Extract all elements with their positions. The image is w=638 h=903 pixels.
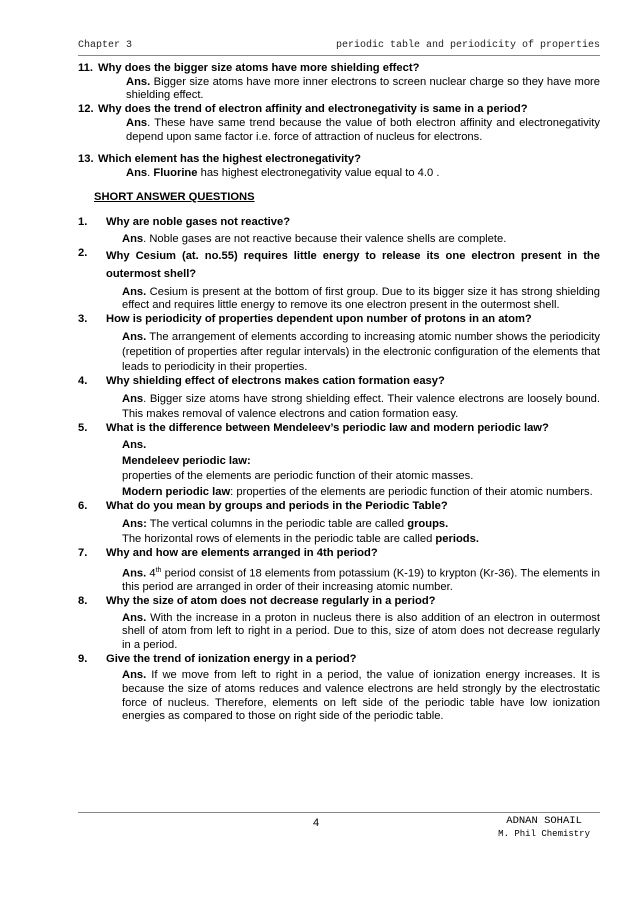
question-number: 13. bbox=[78, 153, 94, 166]
question-number: 7. bbox=[78, 546, 88, 559]
short-question-2 bbox=[78, 247, 600, 313]
question-number: 9. bbox=[78, 652, 88, 665]
header-chapter: Chapter 3 bbox=[78, 40, 133, 51]
answer-text: Ans. Fluorine has highest electronegativity value equal to 4.0 . bbox=[126, 166, 440, 179]
answer-text: Ans. Cesium is present at the bottom of first group. Due to its bigger size it has strong shielding effect and requires little energy to remove its one electron present in the outermost shell. bbox=[122, 285, 600, 312]
question-text: Why shielding effect of electrons makes cation formation easy? bbox=[106, 374, 445, 387]
author-title: M. Phil Chemistry bbox=[498, 829, 590, 839]
question-11 bbox=[78, 62, 600, 103]
page-header bbox=[78, 40, 600, 54]
short-question-8 bbox=[78, 595, 600, 653]
page-number: 4 bbox=[313, 817, 320, 829]
short-question-6 bbox=[78, 500, 600, 547]
author-name: ADNAN SOHAIL bbox=[506, 815, 582, 827]
question-number: 4. bbox=[78, 374, 88, 387]
question-text: Why does the bigger size atoms have more shielding effect? bbox=[98, 62, 420, 74]
question-number: 3. bbox=[78, 313, 88, 326]
question-text: Which element has the highest electronegativity? bbox=[98, 153, 361, 166]
answer-text: Ans. These have same trend because the value of both electron affinity and electronegativity depend upon same factor i.e. force of attraction of nucleus for electrons. bbox=[126, 116, 600, 143]
author-block bbox=[498, 815, 590, 839]
question-number: 1. bbox=[78, 216, 88, 229]
answer-text: Ans. With the increase in a proton in nucleus there is also addition of an electron in outermost shell of atom from left to right in a period. Due to this, size of atom does not decrease regularly in a period. bbox=[122, 611, 600, 651]
question-number: 8. bbox=[78, 594, 88, 607]
mendeleev-text: properties of the elements are periodic function of their atomic masses. bbox=[122, 470, 474, 483]
question-number: 11. bbox=[78, 62, 93, 74]
answer-label: Ans. bbox=[122, 439, 147, 452]
question-text: Why the size of atom does not decrease regularly in a period? bbox=[106, 594, 436, 607]
question-13 bbox=[78, 153, 600, 180]
question-number: 2. bbox=[78, 246, 88, 259]
answer-text: Ans. 4th period consist of 18 elements from potassium (K-19) to krypton (Kr-36). The elements in this period are arranged in order of their increasing atomic number. bbox=[122, 566, 600, 594]
answer-text: Ans. If we move from left to right in a period, the value of ionization energy increases. It is because the size of atoms reduces and valence electrons are held strongly by the electrostatic force of nucleus. Therefore, elements on left side of the periodic table have low ionization energies as compared to those on right side of the periodic table. bbox=[122, 669, 600, 723]
short-question-3 bbox=[78, 313, 600, 375]
footer-rule bbox=[78, 812, 600, 813]
answer-text: Ans. Bigger size atoms have more inner electrons to screen nuclear charge so they have more shielding effect. bbox=[126, 75, 600, 102]
question-text: Give the trend of ionization energy in a period? bbox=[106, 652, 357, 665]
question-text: How is periodicity of properties dependent upon number of protons in an atom? bbox=[106, 313, 532, 326]
page-content bbox=[78, 62, 600, 724]
section-title: SHORT ANSWER QUESTIONS bbox=[94, 190, 255, 203]
answer-text: Ans. Bigger size atoms have strong shielding effect. Their valence electrons are loosely bound. This makes removal of valence electrons and cation formation easy. bbox=[122, 392, 600, 420]
header-rule bbox=[78, 55, 600, 56]
question-number: 12. bbox=[78, 103, 94, 116]
short-question-1 bbox=[78, 216, 600, 246]
answer-text: Ans. Noble gases are not reactive because their valence shells are complete. bbox=[122, 233, 507, 246]
mendeleev-heading: Mendeleev periodic law: bbox=[122, 454, 251, 467]
short-question-9 bbox=[78, 653, 600, 725]
question-12 bbox=[78, 103, 600, 144]
question-text: Why Cesium (at. no.55) requires little energy to release its one electron present in the outermost shell? bbox=[106, 249, 600, 280]
question-text: What is the difference between Mendeleev’s periodic law and modern periodic law? bbox=[106, 421, 549, 434]
answer-text: Ans. The arrangement of elements according to increasing atomic number shows the periodicity (repetition of properties after regular intervals) in the electronic configuration of the elements that leads to periodicity in their properties. bbox=[122, 330, 600, 373]
header-title: periodic table and periodicity of properties bbox=[335, 40, 600, 51]
question-text: Why and how are elements arranged in 4th period? bbox=[106, 546, 378, 559]
short-question-4 bbox=[78, 375, 600, 422]
modern-law: Modern periodic law: properties of the elements are periodic function of their atomic numbers. bbox=[122, 485, 593, 498]
short-question-5 bbox=[78, 422, 600, 501]
question-number: 5. bbox=[78, 421, 88, 434]
question-text: What do you mean by groups and periods in the Periodic Table? bbox=[106, 500, 448, 513]
question-text: Why does the trend of electron affinity and electronegativity is same in a period? bbox=[98, 103, 528, 116]
answer-text: Ans: The vertical columns in the periodic table are called groups. The horizontal rows of elements in the periodic table are called periods. bbox=[122, 517, 479, 545]
short-question-7 bbox=[78, 547, 600, 595]
question-text: Why are noble gases not reactive? bbox=[106, 216, 291, 229]
answer-text bbox=[94, 438, 600, 500]
question-number: 6. bbox=[78, 500, 88, 513]
